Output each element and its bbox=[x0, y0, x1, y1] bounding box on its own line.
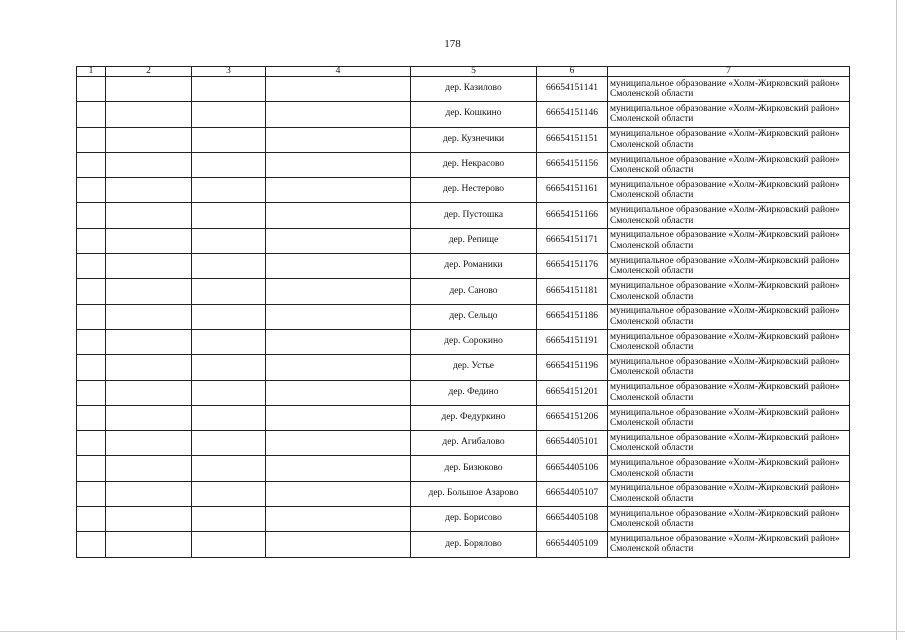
empty-cell bbox=[192, 355, 266, 380]
empty-cell bbox=[106, 228, 192, 253]
empty-cell bbox=[106, 152, 192, 177]
header-row bbox=[77, 67, 850, 77]
municipality-cell: муниципальное образование «Холм-Жирковский район» Смоленской области bbox=[608, 355, 850, 380]
empty-cell bbox=[77, 507, 106, 532]
settlement-name-cell: дер. Кузнечики bbox=[411, 127, 537, 152]
table-row bbox=[77, 380, 850, 405]
settlement-name-cell: дер. Федино bbox=[411, 380, 537, 405]
okato-code-cell: 66654151146 bbox=[537, 102, 608, 127]
empty-cell bbox=[192, 178, 266, 203]
column-header: 3 bbox=[192, 67, 266, 77]
empty-cell bbox=[192, 507, 266, 532]
empty-cell bbox=[77, 355, 106, 380]
table-row bbox=[77, 102, 850, 127]
table-row bbox=[77, 456, 850, 481]
okato-code-cell: 66654151156 bbox=[537, 152, 608, 177]
settlement-name-cell: дер. Романики bbox=[411, 254, 537, 279]
table-row bbox=[77, 405, 850, 430]
municipality-cell: муниципальное образование «Холм-Жирковский район» Смоленской области bbox=[608, 77, 850, 102]
settlement-name-cell: дер. Устье bbox=[411, 355, 537, 380]
settlement-name-cell: дер. Федуркино bbox=[411, 405, 537, 430]
municipality-cell: муниципальное образование «Холм-Жирковский район» Смоленской области bbox=[608, 380, 850, 405]
settlement-name-cell: дер. Репище bbox=[411, 228, 537, 253]
municipality-cell: муниципальное образование «Холм-Жирковский район» Смоленской области bbox=[608, 431, 850, 456]
settlement-name-cell: дер. Борялово bbox=[411, 532, 537, 557]
empty-cell bbox=[106, 532, 192, 557]
municipality-cell: муниципальное образование «Холм-Жирковский район» Смоленской области bbox=[608, 456, 850, 481]
okato-code-cell: 66654151181 bbox=[537, 279, 608, 304]
okato-code-cell: 66654405101 bbox=[537, 431, 608, 456]
empty-cell bbox=[77, 127, 106, 152]
empty-cell bbox=[106, 127, 192, 152]
settlement-name-cell: дер. Агибалово bbox=[411, 431, 537, 456]
table-row bbox=[77, 279, 850, 304]
okato-code-cell: 66654151171 bbox=[537, 228, 608, 253]
scan-edge-bottom bbox=[0, 631, 905, 632]
empty-cell bbox=[266, 456, 411, 481]
settlement-name-cell: дер. Нестерово bbox=[411, 178, 537, 203]
empty-cell bbox=[266, 304, 411, 329]
empty-cell bbox=[192, 532, 266, 557]
empty-cell bbox=[106, 77, 192, 102]
empty-cell bbox=[77, 203, 106, 228]
empty-cell bbox=[106, 178, 192, 203]
empty-cell bbox=[77, 481, 106, 506]
empty-cell bbox=[266, 380, 411, 405]
empty-cell bbox=[192, 228, 266, 253]
settlement-name-cell: дер. Казилово bbox=[411, 77, 537, 102]
empty-cell bbox=[192, 279, 266, 304]
empty-cell bbox=[266, 228, 411, 253]
settlement-name-cell: дер. Некрасово bbox=[411, 152, 537, 177]
table-row bbox=[77, 532, 850, 557]
municipality-cell: муниципальное образование «Холм-Жирковский район» Смоленской области bbox=[608, 102, 850, 127]
empty-cell bbox=[77, 77, 106, 102]
table-body bbox=[77, 77, 850, 558]
municipality-cell: муниципальное образование «Холм-Жирковский район» Смоленской области bbox=[608, 228, 850, 253]
empty-cell bbox=[77, 405, 106, 430]
empty-cell bbox=[106, 329, 192, 354]
empty-cell bbox=[192, 203, 266, 228]
empty-cell bbox=[77, 102, 106, 127]
empty-cell bbox=[266, 254, 411, 279]
table-row bbox=[77, 178, 850, 203]
okato-code-cell: 66654151191 bbox=[537, 329, 608, 354]
settlement-register-table bbox=[76, 66, 850, 558]
okato-code-cell: 66654151196 bbox=[537, 355, 608, 380]
empty-cell bbox=[192, 405, 266, 430]
settlement-name-cell: дер. Сельцо bbox=[411, 304, 537, 329]
municipality-cell: муниципальное образование «Холм-Жирковский район» Смоленской области bbox=[608, 304, 850, 329]
okato-code-cell: 66654151161 bbox=[537, 178, 608, 203]
empty-cell bbox=[266, 279, 411, 304]
empty-cell bbox=[192, 329, 266, 354]
empty-cell bbox=[77, 279, 106, 304]
empty-cell bbox=[106, 380, 192, 405]
okato-code-cell: 66654151201 bbox=[537, 380, 608, 405]
empty-cell bbox=[106, 431, 192, 456]
settlement-name-cell: дер. Борисово bbox=[411, 507, 537, 532]
okato-code-cell: 66654151166 bbox=[537, 203, 608, 228]
empty-cell bbox=[266, 178, 411, 203]
empty-cell bbox=[106, 507, 192, 532]
empty-cell bbox=[192, 456, 266, 481]
settlement-name-cell: дер. Кошкино bbox=[411, 102, 537, 127]
empty-cell bbox=[77, 456, 106, 481]
okato-code-cell: 66654405106 bbox=[537, 456, 608, 481]
municipality-cell: муниципальное образование «Холм-Жирковский район» Смоленской области bbox=[608, 152, 850, 177]
column-header: 7 bbox=[608, 67, 850, 77]
empty-cell bbox=[77, 329, 106, 354]
empty-cell bbox=[106, 481, 192, 506]
empty-cell bbox=[266, 481, 411, 506]
table-row bbox=[77, 203, 850, 228]
okato-code-cell: 66654405107 bbox=[537, 481, 608, 506]
municipality-cell: муниципальное образование «Холм-Жирковский район» Смоленской области bbox=[608, 279, 850, 304]
municipality-cell: муниципальное образование «Холм-Жирковский район» Смоленской области bbox=[608, 329, 850, 354]
empty-cell bbox=[77, 254, 106, 279]
okato-code-cell: 66654151141 bbox=[537, 77, 608, 102]
empty-cell bbox=[192, 481, 266, 506]
empty-cell bbox=[192, 102, 266, 127]
table-row bbox=[77, 481, 850, 506]
empty-cell bbox=[266, 77, 411, 102]
table-row bbox=[77, 304, 850, 329]
okato-code-cell: 66654151206 bbox=[537, 405, 608, 430]
table-row bbox=[77, 507, 850, 532]
municipality-cell: муниципальное образование «Холм-Жирковский район» Смоленской области bbox=[608, 178, 850, 203]
empty-cell bbox=[77, 431, 106, 456]
table-row bbox=[77, 152, 850, 177]
empty-cell bbox=[266, 127, 411, 152]
empty-cell bbox=[266, 507, 411, 532]
column-header: 6 bbox=[537, 67, 608, 77]
empty-cell bbox=[192, 304, 266, 329]
municipality-cell: муниципальное образование «Холм-Жирковский район» Смоленской области bbox=[608, 127, 850, 152]
empty-cell bbox=[192, 431, 266, 456]
empty-cell bbox=[192, 77, 266, 102]
empty-cell bbox=[77, 152, 106, 177]
empty-cell bbox=[106, 279, 192, 304]
okato-code-cell: 66654405109 bbox=[537, 532, 608, 557]
municipality-cell: муниципальное образование «Холм-Жирковский район» Смоленской области bbox=[608, 203, 850, 228]
municipality-cell: муниципальное образование «Холм-Жирковский район» Смоленской области bbox=[608, 254, 850, 279]
municipality-cell: муниципальное образование «Холм-Жирковский район» Смоленской области bbox=[608, 532, 850, 557]
table-row bbox=[77, 329, 850, 354]
empty-cell bbox=[77, 380, 106, 405]
table-row bbox=[77, 254, 850, 279]
empty-cell bbox=[266, 405, 411, 430]
empty-cell bbox=[106, 203, 192, 228]
empty-cell bbox=[192, 152, 266, 177]
settlement-name-cell: дер. Большое Азарово bbox=[411, 481, 537, 506]
column-header: 4 bbox=[266, 67, 411, 77]
empty-cell bbox=[266, 102, 411, 127]
page-number: 178 bbox=[444, 38, 461, 50]
municipality-cell: муниципальное образование «Холм-Жирковский район» Смоленской области bbox=[608, 507, 850, 532]
table-row bbox=[77, 77, 850, 102]
empty-cell bbox=[106, 304, 192, 329]
empty-cell bbox=[266, 203, 411, 228]
column-header: 5 bbox=[411, 67, 537, 77]
column-header: 1 bbox=[77, 67, 106, 77]
okato-code-cell: 66654151186 bbox=[537, 304, 608, 329]
table-row bbox=[77, 228, 850, 253]
empty-cell bbox=[192, 254, 266, 279]
empty-cell bbox=[266, 431, 411, 456]
municipality-cell: муниципальное образование «Холм-Жирковский район» Смоленской области bbox=[608, 481, 850, 506]
empty-cell bbox=[106, 405, 192, 430]
okato-code-cell: 66654151151 bbox=[537, 127, 608, 152]
settlement-name-cell: дер. Сорокино bbox=[411, 329, 537, 354]
settlement-name-cell: дер. Пустошка bbox=[411, 203, 537, 228]
settlement-name-cell: дер. Бизюково bbox=[411, 456, 537, 481]
table-row bbox=[77, 355, 850, 380]
okato-code-cell: 66654151176 bbox=[537, 254, 608, 279]
scan-edge-right bbox=[896, 0, 897, 640]
empty-cell bbox=[106, 456, 192, 481]
empty-cell bbox=[266, 355, 411, 380]
empty-cell bbox=[106, 355, 192, 380]
empty-cell bbox=[266, 152, 411, 177]
municipality-cell: муниципальное образование «Холм-Жирковский район» Смоленской области bbox=[608, 405, 850, 430]
settlement-name-cell: дер. Саново bbox=[411, 279, 537, 304]
empty-cell bbox=[266, 532, 411, 557]
table-row bbox=[77, 431, 850, 456]
empty-cell bbox=[106, 102, 192, 127]
okato-code-cell: 66654405108 bbox=[537, 507, 608, 532]
empty-cell bbox=[106, 254, 192, 279]
column-header: 2 bbox=[106, 67, 192, 77]
table-row bbox=[77, 127, 850, 152]
empty-cell bbox=[192, 380, 266, 405]
empty-cell bbox=[77, 304, 106, 329]
empty-cell bbox=[266, 329, 411, 354]
empty-cell bbox=[77, 178, 106, 203]
empty-cell bbox=[77, 228, 106, 253]
empty-cell bbox=[77, 532, 106, 557]
empty-cell bbox=[192, 127, 266, 152]
